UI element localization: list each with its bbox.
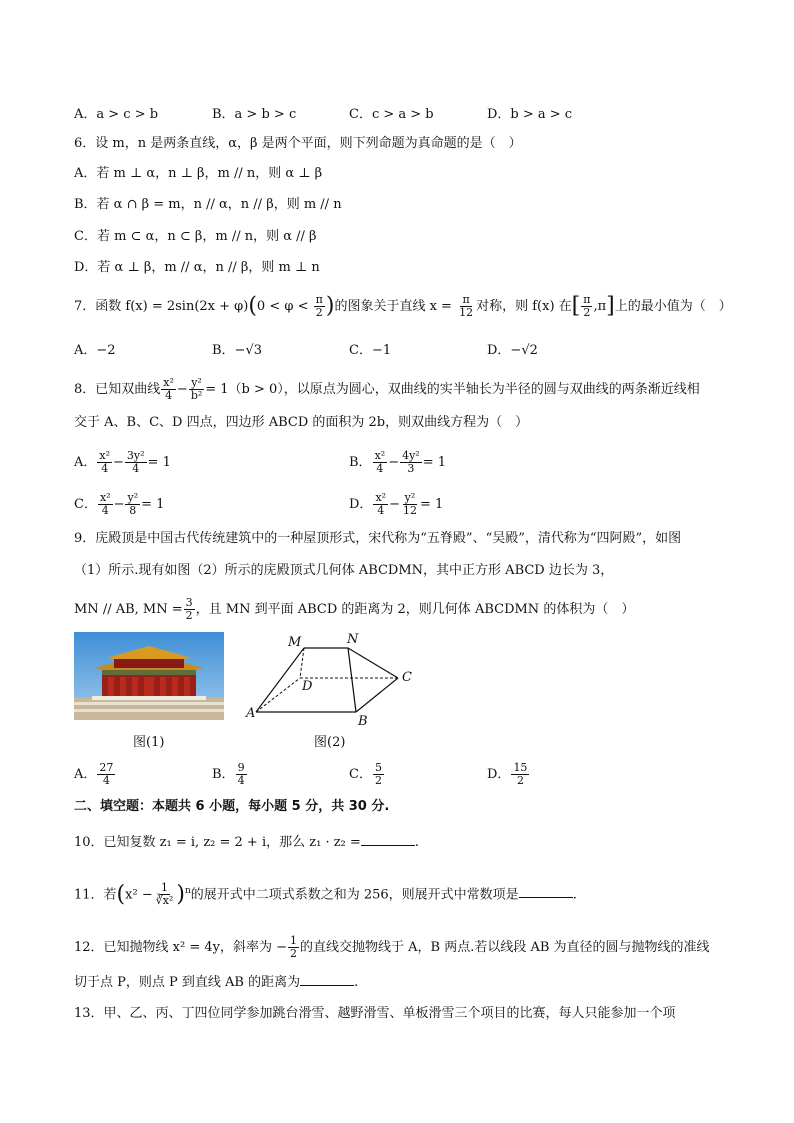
figure-2-caption: 图(2) [314, 735, 346, 750]
q7-option-c: C．−1 [349, 343, 392, 358]
q5-option-c: C．c > a > b [349, 107, 434, 122]
q7-option-d: D．−√2 [487, 343, 538, 358]
q13: 13．甲、乙、丙、丁四位同学参加跳台滑雪、越野滑雪、单板滑雪三个项目的比赛，每人只能参加一个项 [74, 1006, 676, 1021]
edge-nc [348, 648, 398, 678]
q9-line3: MN // AB, MN = $\frac{3}{2}$ ，且 MN 到平面 ABCD 的距离为 2，则几何体 ABCDMN 的体积为（ ） [74, 596, 635, 622]
q7-prefix: 7．函数 f(x) = 2sin(2x + φ) [74, 299, 249, 314]
figure-1-caption: 图(1) [133, 735, 165, 750]
q7-interval-end: ,π [593, 299, 607, 314]
q7-mid2: 对称，则 f(x) 在 [476, 299, 572, 314]
q5-option-d: D．b > a > c [487, 107, 573, 122]
q7-option-a: A．−2 [74, 343, 116, 358]
q6-option-b: B．若 α ∩ β = m，n // α，n // β，则 m // n [74, 197, 342, 212]
q10: 10．已知复数 z₁ = i, z₂ = 2 + i，那么 z₁ · z₂ = . [74, 832, 419, 852]
q9-line1: 9．庑殿顶是中国古代传统建筑中的一种屋顶形式，宋代称为“五脊殿”、“吴殿”，清代称为“四阿殿”，如图 [74, 531, 682, 546]
q5-option-b: B．a > b > c [212, 107, 297, 122]
q6-option-c: C．若 m ⊂ α，n ⊂ β，m // n，则 α // β [74, 229, 317, 244]
q7-pi-over-12: $\frac{\pi}{12}$ [459, 293, 474, 319]
q9-option-c: C． $\frac{5}{2}$ [349, 761, 382, 787]
q8-line2: 交于 A、B、C、D 四点，四边形 ABCD 的面积为 2b，则双曲线方程为（ ） [74, 415, 529, 430]
q9-option-a: A． $\frac{27}{4}$ [74, 761, 114, 787]
q11-frac: $\frac{1}{\text{∛x²}}$ [155, 881, 174, 908]
q6-stem: 6．设 m，n 是两条直线，α，β 是两个平面，则下列命题为真命题的是（ ） [74, 136, 522, 151]
q9-line2: （1）所示.现有如图（2）所示的庑殿顶式几何体 ABCDMN，其中正方形 ABCD 边长为 3， [74, 563, 614, 578]
label-c: C [402, 670, 412, 685]
q7-mid: 的图象关于直线 x = [334, 299, 452, 314]
q8-option-d: D． $\frac{\text{x²}}{4}$ − $\frac{\text{y²}}{12}$ = 1 [349, 491, 444, 517]
label-m: M [288, 635, 302, 650]
solid-abcdmn-diagram [244, 628, 424, 728]
palace-photo [74, 632, 224, 720]
section-2-heading: 二、填空题：本题共 6 小题，每小题 5 分，共 30 分. [74, 799, 390, 814]
edge-bc [356, 678, 398, 712]
edge-nb [348, 648, 356, 712]
q8-line1: 8．已知双曲线 $\frac{\text{x²}}{4}$ − $\frac{\text{y²}}{\text{b²}}$ = 1（b > 0），以原点为圆心，双曲线的实半轴长为半径的圆与双曲线的两条渐近线相 [74, 376, 700, 402]
q6-option-d: D．若 α ⊥ β，m // α，n // β，则 m ⊥ n [74, 260, 320, 275]
q12-answer-blank [300, 972, 354, 986]
q5-option-a: A．a > c > b [74, 107, 159, 122]
q12-line1: 12．已知抛物线 x² = 4y，斜率为 − $\frac{1}{2}$ 的直线交抛物线于 A，B 两点.若以线段 AB 为直径的圆与抛物线的准线 [74, 934, 710, 960]
q7-pi-over-2: $\frac{\pi}{2}$ [315, 293, 323, 319]
q6-option-a: A．若 m ⊥ α，n ⊥ β，m // n，则 α ⊥ β [74, 166, 323, 181]
q9-option-d: D． $\frac{15}{2}$ [487, 761, 528, 787]
q11: 11．若(x² − $\frac{1}{\text{∛x²}}$ )$^n$的展开式中二项式系数之和为 256，则展开式中常数项是 . [74, 881, 577, 908]
q8-option-b: B． $\frac{\text{x²}}{4}$ − $\frac{\text{4y²}}{3}$ = 1 [349, 449, 447, 475]
q9-option-b: B． $\frac{9}{4}$ [212, 761, 245, 787]
q7-interval-start: $\frac{\pi}{2}$ [583, 293, 591, 319]
q7-option-b: B．−√3 [212, 343, 263, 358]
q11-answer-blank [519, 884, 573, 898]
label-b: B [358, 714, 368, 728]
q8-frac-x2-4: $\frac{\text{x²}}{4}$ [163, 376, 174, 402]
q7-stem: 7．函数 f(x) = 2sin(2x + φ)(0 < φ < $\frac{\pi}{2}$ )的图象关于直线 x = $\frac{\pi}{12}$ 对称，则 f(x) 在[ $\frac{\pi}{2}$ ,π]上的最小值为（ ） [74, 293, 732, 319]
q7-tail: 上的最小值为（ ） [614, 299, 732, 314]
q8-option-a: A． $\frac{\text{x²}}{4}$ − $\frac{\text{3y²}}{4}$ = 1 [74, 449, 171, 475]
q10-answer-blank [361, 832, 415, 846]
label-n: N [347, 632, 359, 647]
q8-option-c: C． $\frac{\text{x²}}{4}$ − $\frac{\text{y²}}{8}$ = 1 [74, 491, 165, 517]
label-d: D [302, 679, 313, 694]
label-a: A [246, 706, 256, 721]
q8-frac-y2-b2: $\frac{\text{y²}}{\text{b²}}$ [190, 376, 203, 402]
q12-line2: 切于点 P，则点 P 到直线 AB 的距离为 . [74, 972, 358, 992]
q7-condition: 0 < φ < [256, 299, 309, 314]
q12-frac: $\frac{1}{2}$ [290, 934, 298, 960]
